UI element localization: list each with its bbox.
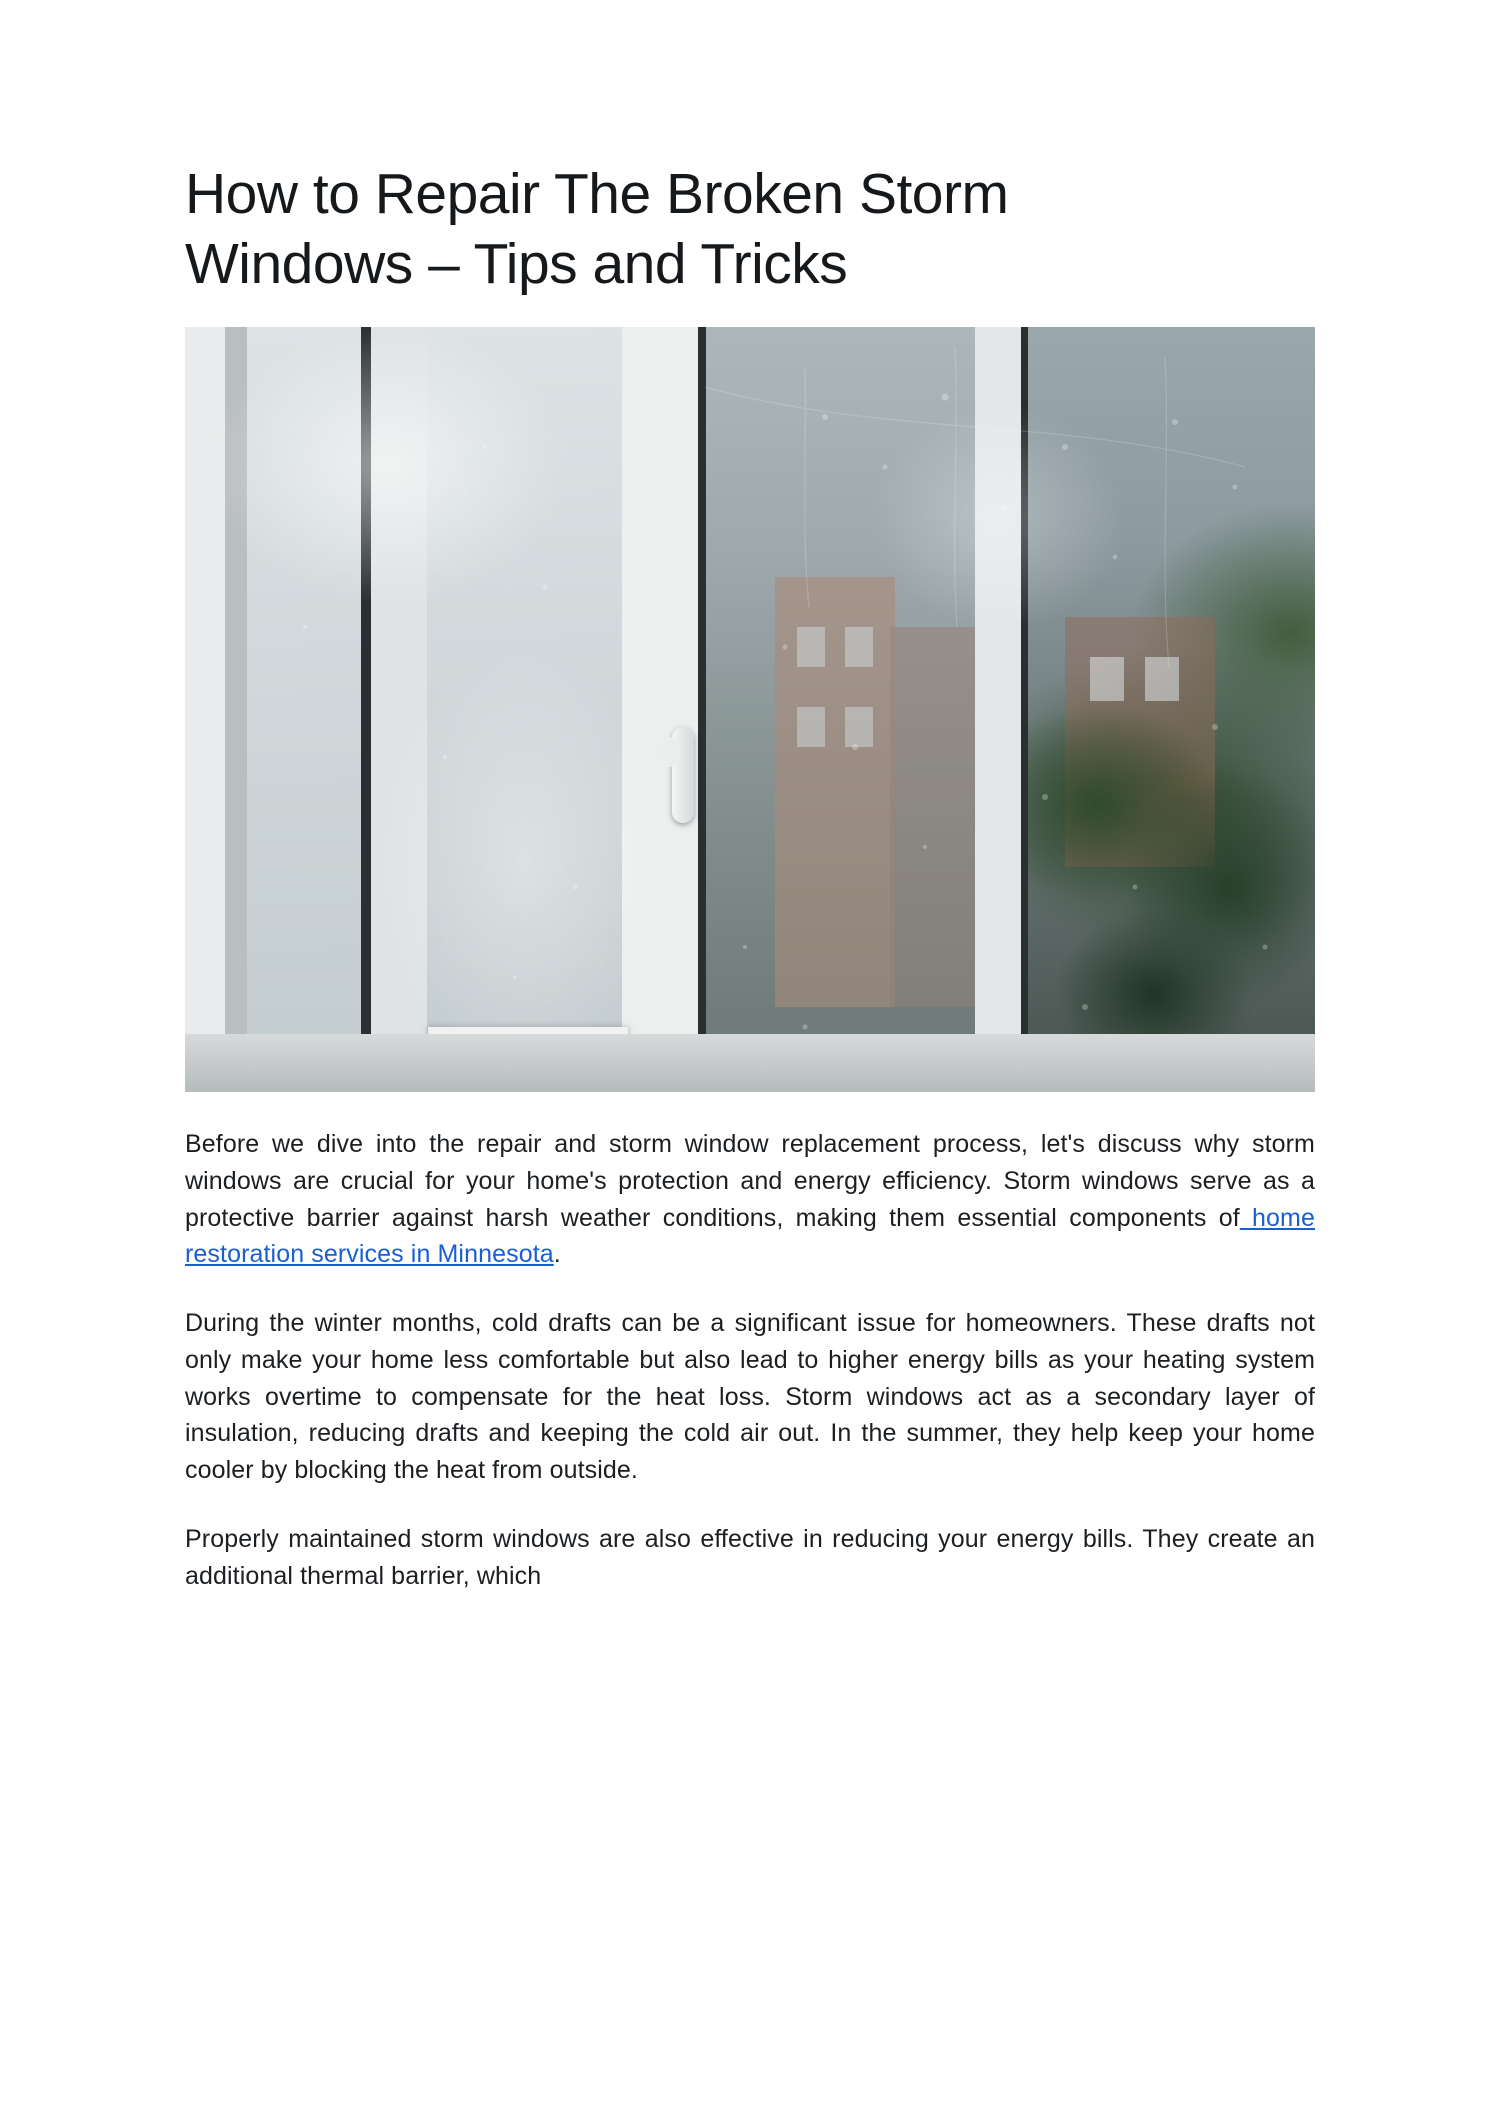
window-frame-left-shadow <box>225 327 247 1092</box>
middle-glass-pane <box>690 327 1005 1092</box>
left-glass-pane <box>245 327 645 1092</box>
window-frame-edge <box>361 327 371 1092</box>
window-handle <box>672 727 694 823</box>
page-title: How to Repair The Broken Storm Windows – Tips and Tricks <box>185 162 1009 296</box>
paragraph-text: Before we dive into the repair and storm window replacement process, let's discuss why storm windows are crucial for your home's protection and energy efficiency. Storm windows serve as a protective barrier against harsh weather conditions, making them essential components of <box>185 1130 1315 1232</box>
paragraph-text-tail: . <box>553 1240 561 1269</box>
document-body <box>185 160 1315 1626</box>
window-photo <box>185 327 1315 1092</box>
window-frame-edge <box>1021 327 1028 1092</box>
window-sash-right <box>975 327 1021 1092</box>
window-sash-center <box>622 327 698 1092</box>
paragraph-winter-drafts: During the winter months, cold drafts can be a significant issue for homeowners. These drafts not only make your home less comfortable but also lead to higher energy bills as your heating system works overtime to compensate for the heat loss. Storm windows act as a secondary layer of insulation, reducing drafts and keeping the cold air out. In the summer, they help keep your home cooler by blocking the heat from outside. <box>185 1309 1315 1485</box>
hero-image <box>185 327 1315 1092</box>
home-restoration-link[interactable]: home restoration services in Minnesota <box>185 1203 1315 1269</box>
window-frame-edge <box>698 327 706 1092</box>
window-sill <box>185 1034 1315 1092</box>
window-sash-left <box>371 327 427 1092</box>
paragraph-before-repair <box>185 1126 1315 1273</box>
paragraph-energy-bills: Properly maintained storm windows are also effective in reducing your energy bills. They create an additional thermal barrier, which <box>185 1524 1315 1590</box>
